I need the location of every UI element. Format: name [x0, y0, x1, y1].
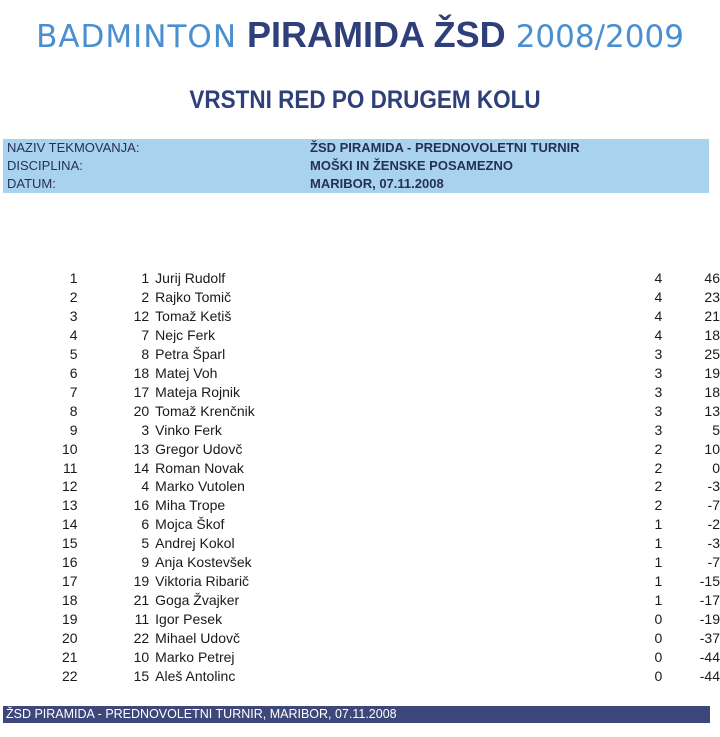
table-row	[0, 364, 720, 383]
player-number-cell: 12	[133, 307, 150, 324]
player-name-cell: Andrej Kokol	[155, 535, 235, 552]
wins-cell: 1	[654, 535, 663, 552]
wins-cell: 2	[654, 459, 663, 476]
player-number-cell: 13	[133, 440, 150, 457]
wins-cell: 0	[654, 630, 663, 647]
player-name-cell: Roman Novak	[155, 459, 244, 476]
rank-cell: 19	[61, 611, 78, 628]
player-name-cell: Matej Voh	[155, 364, 218, 381]
footer-text: ŽSD PIRAMIDA - PREDNOVOLETNI TURNIR, MARIBOR, 07.11.2008	[6, 707, 397, 721]
document-title	[0, 14, 720, 56]
player-number-cell: 6	[141, 516, 150, 533]
points-cell: 13	[704, 402, 720, 419]
table-row	[0, 591, 720, 610]
player-number-cell: 9	[141, 554, 150, 571]
player-number-cell: 20	[133, 402, 150, 419]
points-cell: 10	[704, 440, 720, 457]
rank-cell: 9	[69, 421, 78, 438]
player-number-cell: 1	[141, 270, 150, 286]
wins-cell: 0	[654, 611, 663, 628]
rank-cell: 2	[69, 288, 78, 305]
wins-cell: 2	[654, 440, 663, 457]
points-cell: -44	[699, 649, 720, 666]
player-name-cell: Jurij Rudolf	[155, 270, 226, 286]
footer-band	[3, 706, 710, 723]
title-season: 2008/2009	[515, 19, 684, 55]
player-number-cell: 16	[133, 497, 150, 514]
points-cell: -7	[707, 554, 720, 571]
wins-cell: 4	[654, 270, 663, 286]
table-row	[0, 440, 720, 459]
wins-cell: 3	[654, 421, 663, 438]
title-piramida: PIRAMIDA ŽSD	[247, 14, 506, 55]
player-number-cell: 7	[141, 326, 150, 343]
player-name-cell: Nejc Ferk	[155, 326, 216, 343]
rank-cell: 4	[69, 326, 78, 343]
player-name-cell: Anja Kostevšek	[155, 554, 252, 571]
info-label: DISCIPLINA:	[7, 158, 83, 173]
player-number-cell: 3	[141, 421, 150, 438]
rank-cell: 15	[61, 535, 78, 552]
wins-cell: 3	[654, 345, 663, 362]
points-cell: -44	[699, 668, 720, 685]
points-cell: 18	[704, 326, 720, 343]
rank-cell: 8	[69, 402, 78, 419]
table-row	[0, 648, 720, 667]
table-row	[0, 477, 720, 496]
title-badminton: BADMINTON	[36, 19, 238, 55]
player-number-cell: 8	[141, 345, 150, 362]
table-row	[0, 326, 720, 345]
points-cell: 0	[712, 459, 720, 476]
player-name-cell: Vinko Ferk	[155, 421, 222, 438]
info-row-discipline	[5, 157, 705, 175]
points-cell: -3	[707, 535, 720, 552]
info-band	[3, 139, 709, 193]
info-label: NAZIV TEKMOVANJA:	[7, 140, 140, 155]
player-number-cell: 18	[133, 364, 150, 381]
points-cell: 5	[712, 421, 720, 438]
player-number-cell: 15	[133, 668, 150, 685]
standings-table	[0, 269, 720, 686]
rank-cell: 17	[61, 573, 78, 590]
rank-cell: 10	[61, 440, 78, 457]
info-row-competition	[5, 139, 705, 157]
player-number-cell: 4	[141, 478, 150, 495]
wins-cell: 2	[654, 478, 663, 495]
wins-cell: 1	[654, 516, 663, 533]
player-name-cell: Petra Šparl	[155, 345, 226, 362]
wins-cell: 3	[654, 383, 663, 400]
player-name-cell: Tomaž Krenčnik	[155, 402, 255, 419]
wins-cell: 1	[654, 554, 663, 571]
table-row	[0, 572, 720, 591]
player-number-cell: 14	[133, 459, 150, 476]
wins-cell: 1	[654, 592, 663, 609]
player-name-cell: Igor Pesek	[155, 611, 223, 628]
rank-cell: 13	[61, 497, 78, 514]
player-number-cell: 10	[133, 649, 150, 666]
points-cell: -3	[707, 478, 720, 495]
table-row	[0, 629, 720, 648]
info-value: MARIBOR, 07.11.2008	[310, 176, 444, 191]
rank-cell: 16	[61, 554, 78, 571]
standings-body	[0, 269, 720, 686]
table-row	[0, 534, 720, 553]
player-name-cell: Goga Žvajker	[155, 592, 240, 609]
info-label: DATUM:	[7, 176, 56, 191]
player-name-cell: Mateja Rojnik	[155, 383, 240, 400]
points-cell: -15	[699, 573, 720, 590]
table-row	[0, 421, 720, 440]
rank-cell: 6	[69, 364, 78, 381]
player-name-cell: Tomaž Ketiš	[155, 307, 232, 324]
wins-cell: 0	[654, 668, 663, 685]
table-row	[0, 345, 720, 364]
rank-cell: 12	[61, 478, 78, 495]
wins-cell: 3	[654, 402, 663, 419]
wins-cell: 4	[654, 307, 663, 324]
table-row	[0, 383, 720, 402]
rank-cell: 21	[61, 649, 78, 666]
wins-cell: 4	[654, 288, 663, 305]
table-row	[0, 402, 720, 421]
rank-cell: 18	[61, 592, 78, 609]
player-name-cell: Viktoria Ribarič	[155, 573, 250, 590]
rank-cell: 1	[69, 270, 78, 286]
player-name-cell: Gregor Udovč	[155, 440, 243, 457]
table-row	[0, 288, 720, 307]
wins-cell: 0	[654, 649, 663, 666]
points-cell: -37	[699, 630, 720, 647]
rank-cell: 5	[69, 345, 78, 362]
wins-cell: 3	[654, 364, 663, 381]
player-name-cell: Miha Trope	[155, 497, 226, 514]
table-row	[0, 496, 720, 515]
points-cell: 19	[704, 364, 720, 381]
document-subtitle: VRSTNI RED PO DRUGEM KOLU	[189, 86, 541, 114]
table-row	[0, 459, 720, 478]
player-number-cell: 21	[133, 592, 150, 609]
player-name-cell: Marko Vutolen	[155, 478, 245, 495]
player-number-cell: 22	[133, 630, 150, 647]
rank-cell: 7	[69, 383, 78, 400]
player-name-cell: Mihael Udovč	[155, 630, 240, 647]
points-cell: -2	[707, 516, 720, 533]
rank-cell: 3	[69, 307, 78, 324]
points-cell: -7	[707, 497, 720, 514]
rank-cell: 20	[61, 630, 78, 647]
points-cell: -19	[699, 611, 720, 628]
rank-cell: 22	[61, 668, 78, 685]
player-number-cell: 11	[134, 611, 150, 628]
rank-cell: 11	[63, 459, 78, 476]
table-row	[0, 667, 720, 686]
info-value: MOŠKI IN ŽENSKE POSAMEZNO	[310, 158, 513, 173]
points-cell: -17	[699, 592, 720, 609]
rank-cell: 14	[61, 516, 78, 533]
table-row	[0, 269, 720, 288]
player-name-cell: Aleš Antolinc	[155, 668, 236, 685]
player-name-cell: Mojca Škof	[155, 516, 225, 533]
wins-cell: 1	[654, 573, 663, 590]
wins-cell: 2	[654, 497, 663, 514]
player-number-cell: 5	[141, 535, 150, 552]
points-cell: 46	[704, 270, 720, 286]
table-row	[0, 515, 720, 534]
table-row	[0, 553, 720, 572]
points-cell: 25	[704, 345, 720, 362]
player-name-cell: Marko Petrej	[155, 649, 235, 666]
points-cell: 18	[704, 383, 720, 400]
player-number-cell: 2	[141, 288, 150, 305]
info-row-date	[5, 175, 705, 193]
points-cell: 21	[704, 307, 720, 324]
wins-cell: 4	[654, 326, 663, 343]
player-number-cell: 17	[133, 383, 150, 400]
info-value: ŽSD PIRAMIDA - PREDNOVOLETNI TURNIR	[310, 140, 580, 155]
player-number-cell: 19	[133, 573, 150, 590]
table-row	[0, 610, 720, 629]
table-row	[0, 307, 720, 326]
player-name-cell: Rajko Tomič	[155, 288, 232, 305]
points-cell: 23	[704, 288, 720, 305]
